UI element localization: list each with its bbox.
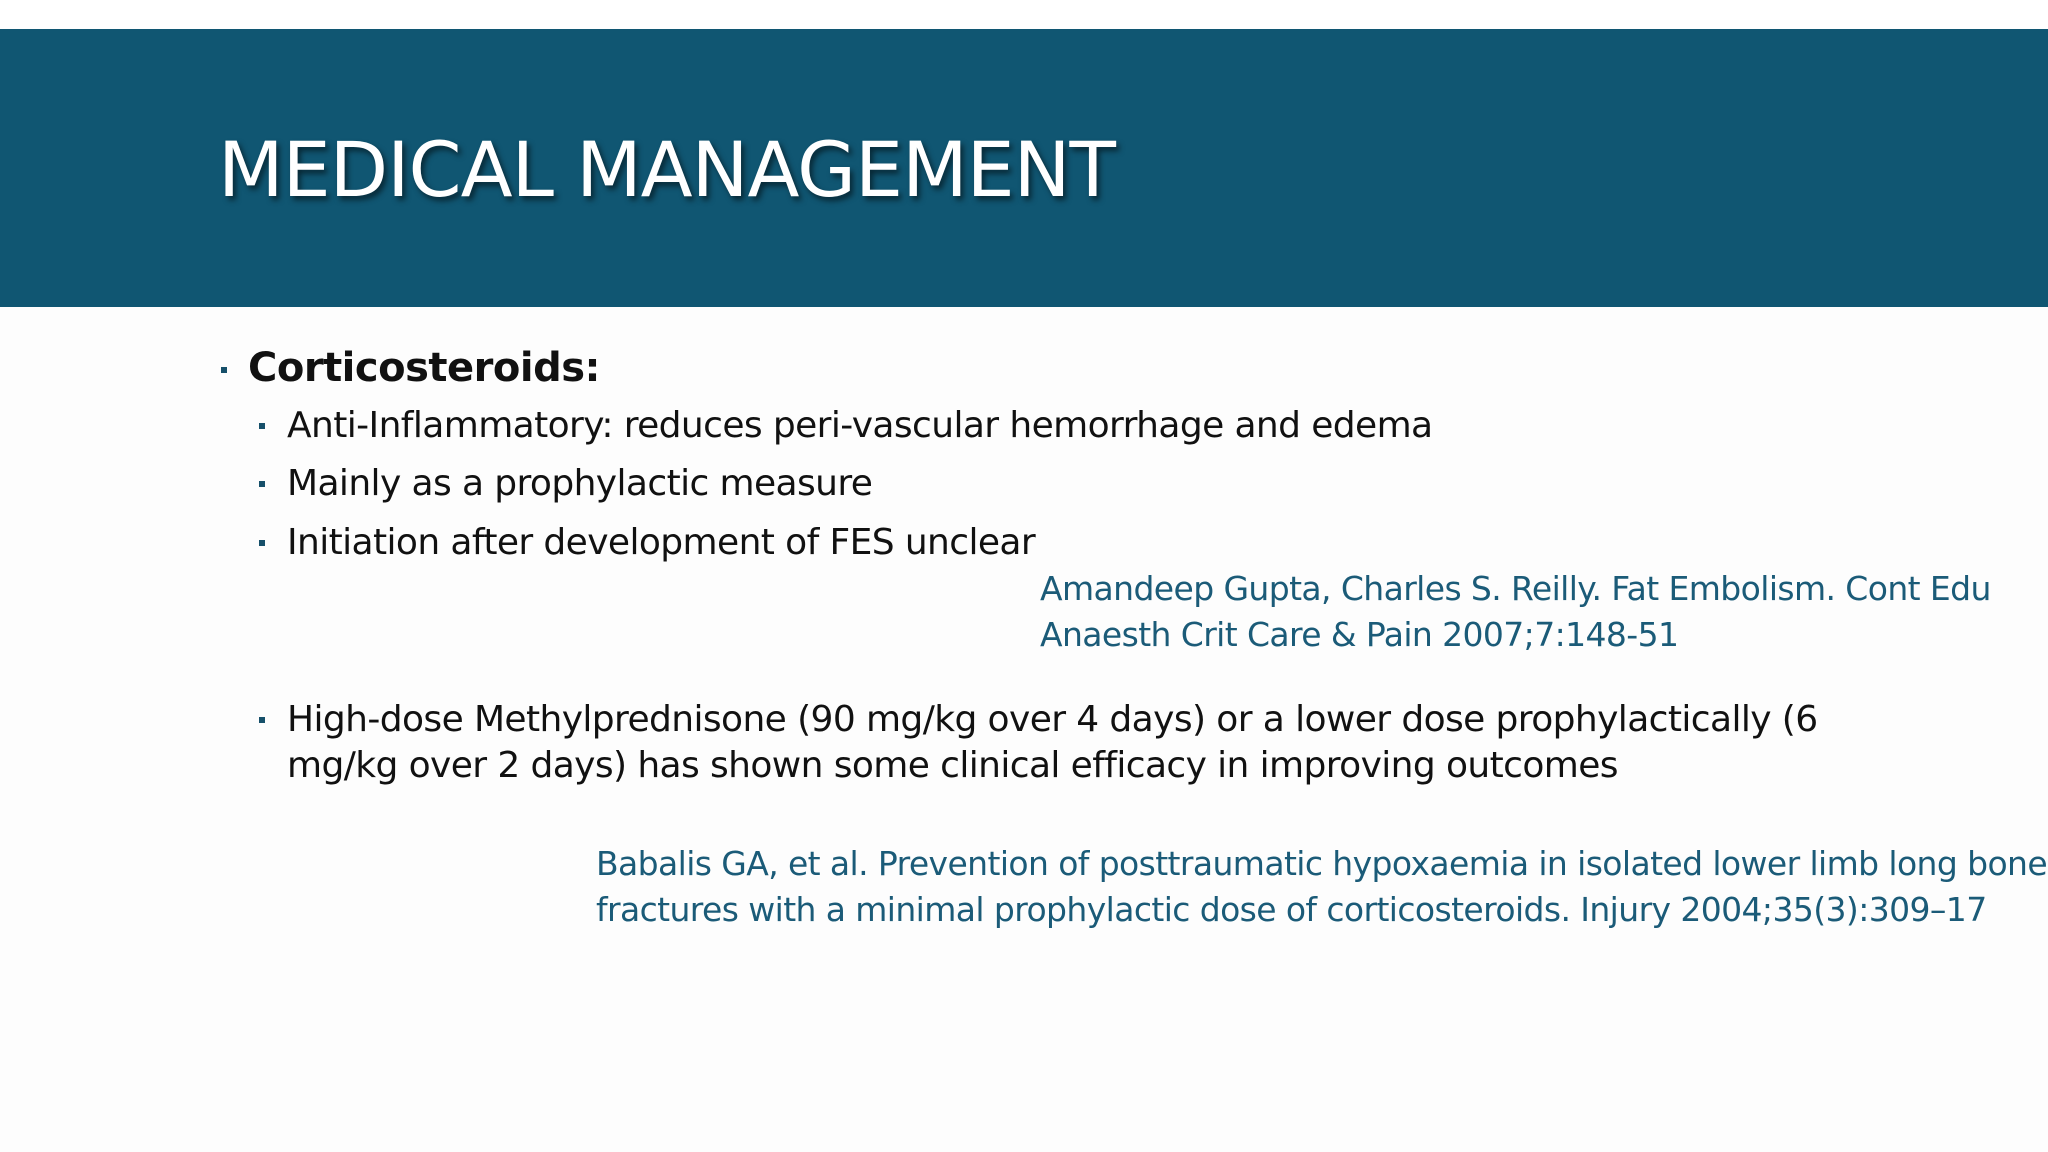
sub-bullet-methylprednisone: High-dose Methylprednisone (90 mg/kg over 4 days) or a lower dose prophylactically (6 mg/kg over 2 days) has shown some clinical efficacy in improving outcomes [287, 699, 1818, 786]
sub-bullet-initiation: Initiation after development of FES unclear [287, 522, 1036, 563]
sub-bullet-prophylactic: Mainly as a prophylactic measure [287, 463, 873, 504]
citation-line: fractures with a minimal prophylactic dose of corticosteroids. Injury 2004;35(3):309–17 [596, 890, 1987, 929]
bullet-square-icon [259, 423, 265, 429]
slide-title: MEDICAL MANAGEMENT [218, 125, 1115, 214]
bullet-heading-corticosteroids: Corticosteroids: [248, 345, 600, 391]
citation-gupta [1040, 566, 1991, 658]
bullet-square-icon [259, 481, 265, 487]
sub-bullet-anti-inflammatory: Anti-Inflammatory: reduces peri-vascular hemorrhage and edema [287, 405, 1433, 446]
bullet-square-icon [259, 540, 265, 546]
citation-line: Anaesth Crit Care & Pain 2007;7:148-51 [1040, 615, 1679, 654]
citation-line: Babalis GA, et al. Prevention of posttraumatic hypoxaemia in isolated lower limb long bone [596, 844, 2048, 883]
citation-line: Amandeep Gupta, Charles S. Reilly. Fat Embolism. Cont Edu [1040, 569, 1991, 608]
bullet-square-icon [221, 367, 227, 373]
bullet-square-icon [259, 717, 265, 723]
citation-babalis [596, 841, 2047, 933]
